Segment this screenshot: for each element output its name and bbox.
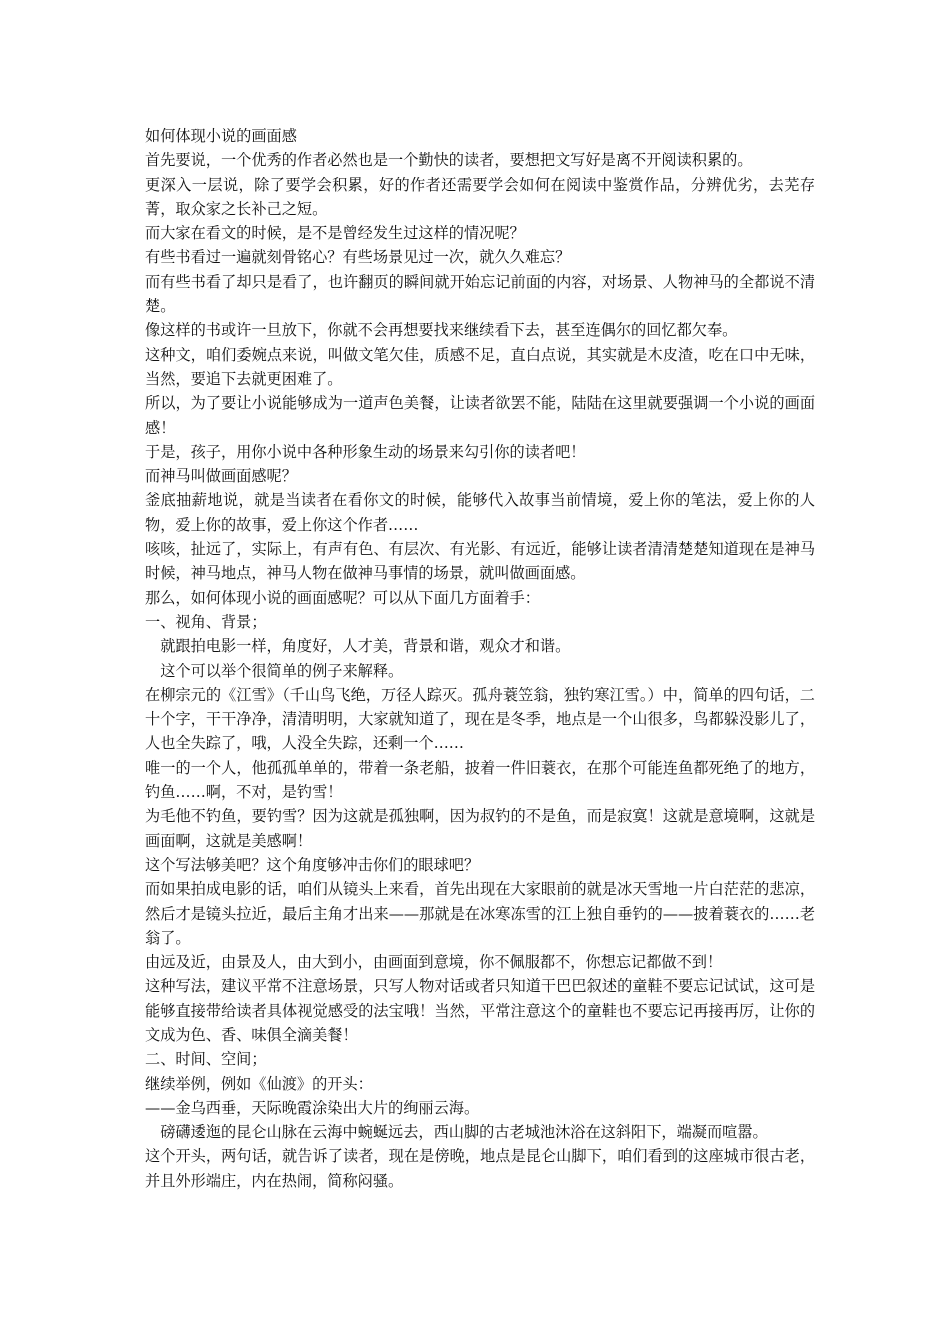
paragraph: 所以，为了要让小说能够成为一道声色美餐，让读者欲罢不能，陆陆在这里就要强调一个小说的画面感！: [145, 394, 815, 437]
paragraph: 就跟拍电影一样，角度好，人才美，背景和谐，观众才和谐。: [145, 637, 571, 656]
document-body: [145, 124, 815, 1193]
paragraph: 而有些书看了却只是看了，也许翻页的瞬间就开始忘记前面的内容，对场景、人物神马的全都说不清楚。: [145, 272, 815, 316]
paragraph: 釜底抽薪地说，就是当读者在看你文的时候，能够代入故事当前情境，爱上你的笔法，爱上你的人物，爱上你的故事，爱上你这个作者……: [145, 491, 815, 534]
section-heading: 一、视角、背景；: [145, 612, 267, 631]
paragraph: 这个开头，两句话，就告诉了读者，现在是傍晚，地点是昆仑山脚下，咱们看到的这座城市很古老，并且外形端庄，内在热闹，简称闷骚。: [145, 1147, 815, 1190]
paragraph: ——金乌西垂，天际晚霞涂染出大片的绚丽云海。: [145, 1098, 480, 1117]
paragraph: 继续举例，例如《仙渡》的开头：: [145, 1074, 373, 1093]
paragraph: 由远及近，由景及人，由大到小，由画面到意境，你不佩服都不，你想忘记都做不到！: [145, 953, 723, 972]
section-heading: 二、时间、空间；: [145, 1050, 267, 1069]
paragraph: 有些书看过一遍就刻骨铭心？有些场景见过一次，就久久难忘？: [145, 248, 571, 267]
paragraph: 那么，如何体现小说的画面感呢？可以从下面几方面着手：: [145, 588, 540, 607]
document-title: 如何体现小说的画面感: [145, 127, 297, 145]
paragraph: 于是，孩子，用你小说中各种形象生动的场景来勾引你的读者吧！: [145, 442, 586, 461]
paragraph: 首先要说，一个优秀的作者必然也是一个勤快的读者，要想把文写好是离不开阅读积累的。: [145, 151, 753, 170]
paragraph: 这个可以举个很简单的例子来解释。: [145, 661, 404, 680]
paragraph: 而如果拍成电影的话，咱们从镜头上来看，首先出现在大家眼前的就是冰天雪地一片白茫茫的悲凉，然后才是镜头拉近，最后主角才出来——那就是在冰寒冻雪的江上独自垂钓的——披着蓑衣的……老翁了。: [145, 880, 816, 947]
paragraph: 为毛他不钓鱼，要钓雪？因为这就是孤独啊，因为叔钓的不是鱼，而是寂寞！这就是意境啊，这就是画面啊，这就是美感啊！: [145, 807, 815, 850]
paragraph: 咳咳，扯远了，实际上，有声有色、有层次、有光影、有远近，能够让读者清清楚楚知道现在是神马时候，神马地点，神马人物在做神马事情的场景，就叫做画面感。: [145, 540, 815, 583]
paragraph: 而神马叫做画面感呢？: [145, 467, 297, 486]
paragraph: 磅礴逶迤的昆仑山脉在云海中蜿蜒远去，西山脚的古老城池沐浴在这斜阳下，端凝而喧嚣。: [145, 1123, 768, 1142]
paragraph: 这个写法够美吧？这个角度够冲击你们的眼球吧？: [145, 855, 480, 874]
paragraph: 在柳宗元的《江雪》（千山鸟飞绝，万径人踪灭。孤舟蓑笠翁，独钓寒江雪。）中，简单的四句话，二十个字，干干净净，清清明明，大家就知道了，现在是冬季，地点是一个山很多，鸟都躲没影儿了，人也全失踪了，哦，人没全失踪，还剩一个……: [145, 685, 815, 753]
paragraph: 而大家在看文的时候，是不是曾经发生过这样的情况呢？: [145, 224, 525, 243]
paragraph: 这种文，咱们委婉点来说，叫做文笔欠佳，质感不足，直白点说，其实就是木皮渣，吃在口中无味，当然，要追下去就更困难了。: [145, 345, 815, 388]
paragraph: 像这样的书或许一旦放下，你就不会再想要找来继续看下去，甚至连偶尔的回忆都欠奉。: [145, 321, 738, 340]
paragraph: 这种写法，建议平常不注意场景，只写人物对话或者只知道干巴巴叙述的童鞋不要忘记试试，这可是能够直接带给读者具体视觉感受的法宝哦！当然，平常注意这个的童鞋也不要忘记再接再厉，让你的文成为色、香、味俱全滴美餐！: [145, 977, 815, 1044]
paragraph: 更深入一层说，除了要学会积累，好的作者还需要学会如何在阅读中鉴赏作品，分辨优劣，去芜存菁，取众家之长补己之短。: [145, 175, 815, 218]
paragraph: 唯一的一个人，他孤孤单单的，带着一条老船，披着一件旧蓑衣，在那个可能连鱼都死绝了的地方，钓鱼……啊，不对，是钓雪！: [145, 758, 815, 802]
